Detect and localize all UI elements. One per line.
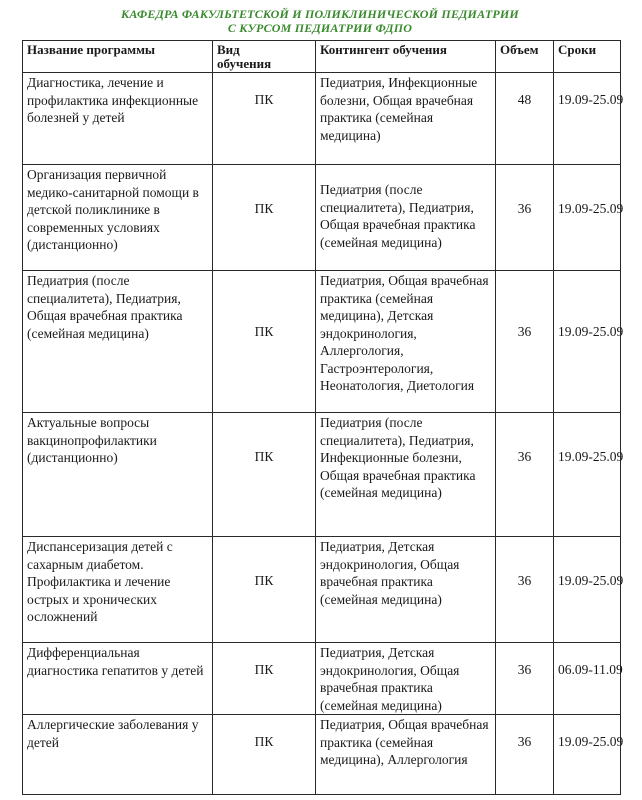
col-header-dates: Сроки	[554, 41, 621, 73]
cell-volume: 36	[496, 165, 554, 271]
cell-program: Диспансеризация детей с сахарным диабетом. Профилактика и лечение острых и хронических осложнений	[23, 537, 213, 643]
table-row	[23, 537, 621, 643]
cell-dates: 19.09-25.09	[554, 271, 621, 413]
cell-contingent: Педиатрия, Детская эндокринология, Общая врачебная практика (семейная медицина)	[316, 643, 496, 715]
col-header-type-line2: обучения	[217, 56, 272, 71]
cell-program: Диагностика, лечение и профилактика инфекционные болезней у детей	[23, 73, 213, 165]
cell-type: ПК	[213, 413, 316, 537]
col-header-type-line1: Вид	[217, 42, 240, 57]
cell-dates: 06.09-11.09	[554, 643, 621, 715]
table-row	[23, 413, 621, 537]
title-line-2: С КУРСОМ ПЕДИАТРИИ ФДПО	[227, 21, 413, 35]
title-line-1: КАФЕДРА ФАКУЛЬТЕТСКОЙ И ПОЛИКЛИНИЧЕСКОЙ ПЕДИАТРИИ	[121, 7, 519, 21]
cell-volume: 36	[496, 271, 554, 413]
cell-dates: 19.09-25.09	[554, 73, 621, 165]
cell-program: Актуальные вопросы вакцинопрофилактики (дистанционно)	[23, 413, 213, 537]
cell-contingent: Педиатрия (после специалитета), Педиатрия, Инфекционные болезни, Общая врачебная практика (семейная медицина)	[316, 413, 496, 537]
table-row	[23, 165, 621, 271]
table-row	[23, 643, 621, 715]
cell-dates: 19.09-25.09	[554, 715, 621, 795]
table-row	[23, 73, 621, 165]
col-header-volume: Объем	[496, 41, 554, 73]
cell-contingent: Педиатрия, Детская эндокринология, Общая врачебная практика (семейная медицина)	[316, 537, 496, 643]
cell-dates: 19.09-25.09	[554, 537, 621, 643]
cell-contingent: Педиатрия, Инфекционные болезни, Общая врачебная практика (семейная медицина)	[316, 73, 496, 165]
page-title	[20, 7, 620, 35]
table-row	[23, 271, 621, 413]
col-header-type	[213, 41, 316, 73]
table-row	[23, 715, 621, 795]
cell-volume: 36	[496, 643, 554, 715]
cell-program: Дифференциальная диагностика гепатитов у детей	[23, 643, 213, 715]
programs-table	[22, 40, 624, 795]
cell-type: ПК	[213, 537, 316, 643]
cell-type: ПК	[213, 73, 316, 165]
table-header-row	[23, 41, 621, 73]
cell-contingent: Педиатрия, Общая врачебная практика (семейная медицина), Аллергология	[316, 715, 496, 795]
cell-volume: 36	[496, 537, 554, 643]
cell-type: ПК	[213, 715, 316, 795]
cell-type: ПК	[213, 165, 316, 271]
cell-program: Педиатрия (после специалитета), Педиатрия, Общая врачебная практика (семейная медицина)	[23, 271, 213, 413]
cell-volume: 48	[496, 73, 554, 165]
cell-dates: 19.09-25.09	[554, 165, 621, 271]
cell-type: ПК	[213, 643, 316, 715]
col-header-program: Название программы	[23, 41, 213, 73]
cell-program: Аллергические заболевания у детей	[23, 715, 213, 795]
cell-contingent: Педиатрия, Общая врачебная практика (семейная медицина), Детская эндокринология, Аллергология, Гастроэнтерология, Неонатология, Диетология	[316, 271, 496, 413]
cell-dates: 19.09-25.09	[554, 413, 621, 537]
cell-type: ПК	[213, 271, 316, 413]
cell-contingent: Педиатрия (после специалитета), Педиатрия, Общая врачебная практика (семейная медицина)	[316, 165, 496, 271]
col-header-contingent: Контингент обучения	[316, 41, 496, 73]
cell-volume: 36	[496, 413, 554, 537]
cell-program: Организация первичной медико-санитарной помощи в детской поликлинике в современных условиях (дистанционно)	[23, 165, 213, 271]
cell-volume: 36	[496, 715, 554, 795]
